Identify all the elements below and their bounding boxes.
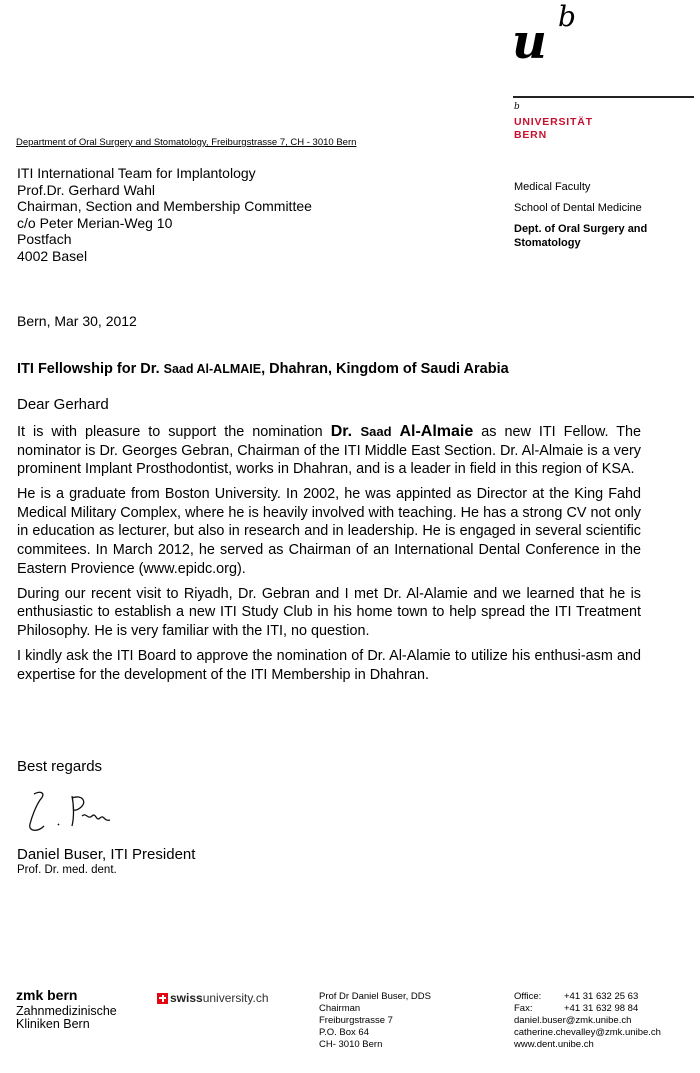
footer-address [319,991,431,1051]
university-name-line2: BERN [514,129,547,141]
office-phone: +41 31 632 25 63 [564,991,639,1002]
subject-nominee: Saad Al-ALMAIE [163,362,262,376]
fax-row [514,1003,661,1015]
body-text: It is with pleasure to support the nomination [17,424,331,440]
fax-number: +41 31 632 98 84 [564,1003,639,1014]
nominee-first-name: Saad [360,424,392,439]
body-paragraph-2: He is a graduate from Boston University. In 2002, he was appinted as Director at the King Fahd Medical Military Complex, where he is heavily involved with teaching. He has a strong CV not only in education as lecturer, but also in research and in leadership. He is engaged in several scientific commitees. In March 2012, he served as Chairman of an International Dental Conference in the Eastern Provience (www.epidc.org). [17,486,641,577]
university-name-line1: UNIVERSITÄT [514,116,593,128]
signer-title: Prof. Dr. med. dent. [17,864,117,876]
recipient-line: c/o Peter Merian-Weg 10 [17,214,173,231]
zmk-subtitle-line1: Zahnmedizinische [16,1004,117,1018]
recipient-address [17,165,312,264]
faculty-name: Medical Faculty [514,181,591,193]
university-logo-mark [512,0,582,70]
zmk-title: zmk bern [16,987,78,1003]
body-paragraph-4: I kindly ask the ITI Board to approve the nomination of Dr. Al-Alamie to utilize his enthusi-asm and expertise for the development of the ITI Membership in Dhahran. [17,648,641,683]
department-line2: Stomatology [514,237,581,249]
salutation: Dear Gerhard [17,396,109,413]
recipient-line: Postfach [17,231,72,247]
school-name: School of Dental Medicine [514,202,642,214]
logo-small-b: b [514,102,520,112]
university-ch-text: university.ch [202,991,269,1005]
faculty-block [514,180,647,250]
svg-text:u: u [512,14,547,70]
office-label: Office: [514,991,542,1002]
sender-address-line: Department of Oral Surgery and Stomatology, Freiburgstrasse 7, CH - 3010 Bern [16,137,357,148]
department-line1: Dept. of Oral Surgery and [514,223,648,235]
recipient-line: ITI International Team for Implantology [17,165,256,181]
letter-body [17,423,641,691]
subject-part1: ITI Fellowship for Dr. [17,361,164,377]
letter-subject [17,361,509,377]
handwritten-signature [24,786,124,836]
footer-address-line: CH- 3010 Bern [319,1039,383,1050]
svg-text:b: b [558,0,576,33]
signer-name: Daniel Buser, ITI President [17,846,196,863]
email-link[interactable]: daniel.buser@zmk.unibe.ch [514,1015,632,1026]
footer-contact [514,991,661,1051]
closing: Best regards [17,758,103,775]
swiss-text: swiss [170,991,203,1005]
recipient-line: 4002 Basel [17,247,88,264]
nominee-last-name: Al-Almaie [391,423,474,440]
recipient-line: Prof.Dr. Gerhard Wahl [17,181,155,198]
logo-divider [513,96,694,98]
footer-address-line: P.O. Box 64 [319,1027,369,1038]
footer-address-line: Freiburgstrasse 7 [319,1015,393,1026]
office-phone-row [514,991,661,1003]
letter-date: Bern, Mar 30, 2012 [17,313,137,329]
swiss-flag-icon [157,993,168,1004]
recipient-line: Chairman, Section and Membership Committee [17,198,312,214]
swissuniversity-logo [157,991,269,1005]
footer-address-line: Chairman [319,1003,361,1014]
zmk-bern-logo [16,989,117,1031]
department-name [514,222,647,250]
university-name [514,116,593,142]
body-paragraph-3: During our recent visit to Riyadh, Dr. Gebran and I met Dr. Al-Alamie and we learned that he is enthusiastic to establish a new ITI Study Club in his home town to help spread the ITI Treatment Philosophy. He is very familiar with the ITI, no question. [17,585,641,639]
nominee-title: Dr. [330,423,361,440]
zmk-subtitle-line2: Kliniken Bern [16,1017,90,1031]
fax-label: Fax: [514,1003,533,1014]
email-link[interactable]: catherine.chevalley@zmk.unibe.ch [514,1027,661,1038]
website-link[interactable]: www.dent.unibe.ch [514,1039,594,1050]
body-text: as new ITI Fellow. The nominator is Dr. Georges Gebran, Chairman of the ITI Middle East Section. Dr. Al-Almaie is a very prominent Implant Prosthodontist, works in Dhahran, and is a leader in field in this region of KSA. [17,424,642,478]
body-paragraph-1 [17,423,641,479]
footer-address-line: Prof Dr Daniel Buser, DDS [319,991,431,1002]
subject-part3: , Dhahran, Kingdom of Saudi Arabia [261,361,509,377]
